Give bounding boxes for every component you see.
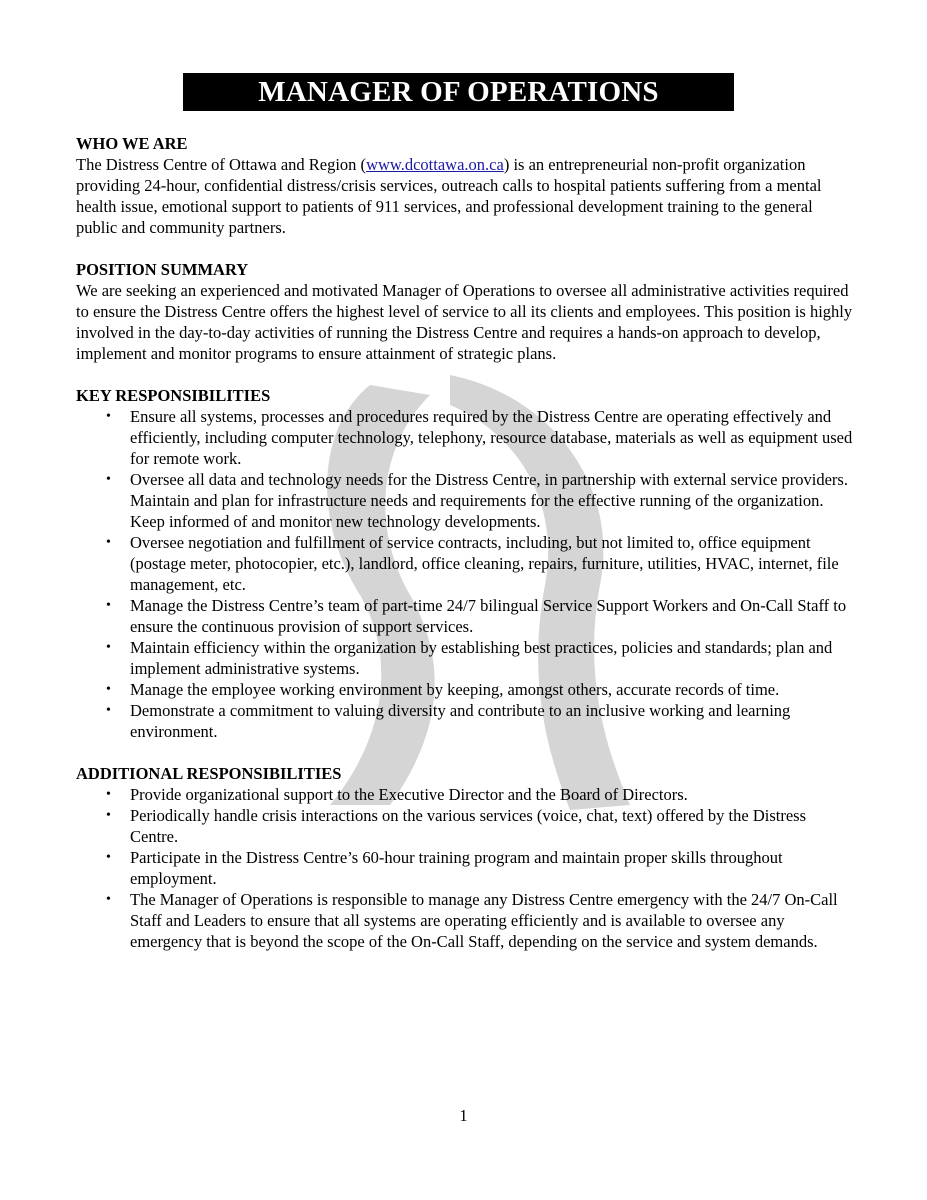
bullet-icon: •: [106, 892, 111, 907]
heading-position-summary: POSITION SUMMARY: [76, 260, 249, 279]
bullet-icon: •: [106, 808, 111, 823]
list-item-text: Maintain efficiency within the organization by establishing best practices, policies and standards; plan and implement administrative systems.: [130, 638, 833, 678]
section-position-summary: [76, 259, 856, 364]
bullet-icon: •: [106, 682, 111, 697]
section-who-we-are: [76, 133, 856, 238]
key-responsibilities-list: [76, 406, 856, 742]
list-item: [76, 700, 856, 742]
list-item: [76, 889, 856, 952]
list-item: [76, 805, 856, 847]
bullet-icon: •: [106, 409, 111, 424]
page-title: MANAGER OF OPERATIONS: [258, 76, 659, 108]
list-item-text: Manage the Distress Centre’s team of part-time 24/7 bilingual Service Support Workers and On-Call Staff to ensure the continuous provision of support services.: [130, 596, 847, 636]
bullet-icon: •: [106, 787, 111, 802]
list-item-text: Demonstrate a commitment to valuing diversity and contribute to an inclusive working and learning environment.: [130, 701, 791, 741]
list-item: [76, 679, 856, 700]
list-item-text: The Manager of Operations is responsible to manage any Distress Centre emergency with the 24/7 On-Call Staff and Leaders to ensure that all systems are operating efficiently and is available to oversee any emergency that is beyond the scope of the On-Call Staff, depending on the service and system demands.: [130, 890, 838, 951]
section-additional-responsibilities: [76, 763, 856, 952]
who-we-are-text-start: The Distress Centre of Ottawa and Region (: [76, 155, 367, 174]
title-banner: [183, 73, 734, 111]
list-item: [76, 847, 856, 889]
who-we-are-text: [76, 154, 856, 238]
heading-who-we-are: WHO WE ARE: [76, 134, 188, 153]
website-link[interactable]: www.dcottawa.on.ca: [366, 155, 504, 174]
list-item-text: Oversee negotiation and fulfillment of service contracts, including, but not limited to, office equipment (postage meter, photocopier, etc.), landlord, office cleaning, repairs, furniture, utilities, HVAC, internet, file management, etc.: [130, 533, 839, 594]
bullet-icon: •: [106, 535, 111, 550]
list-item: [76, 532, 856, 595]
bullet-icon: •: [106, 850, 111, 865]
who-we-are-text-end: ) is an entrepreneurial non-profit organization providing 24-hour, confidential distress/crisis services, outreach calls to hospital patients suffering from a mental health issue, emotional support to patients of 911 services, and professional development training to the general public and community partners.: [76, 155, 822, 237]
list-item: [76, 637, 856, 679]
document-body: [76, 133, 856, 973]
list-item: [76, 595, 856, 637]
bullet-icon: •: [106, 640, 111, 655]
bullet-icon: •: [106, 703, 111, 718]
list-item-text: Manage the employee working environment by keeping, amongst others, accurate records of time.: [130, 680, 780, 699]
position-summary-text: We are seeking an experienced and motivated Manager of Operations to oversee all administrative activities required to ensure the Distress Centre offers the highest level of service to all its clients and employees. This position is highly involved in the day-to-day activities of running the Distress Centre and requires a hands-on approach to develop, implement and monitor programs to ensure attainment of strategic plans.: [76, 281, 853, 363]
list-item: [76, 469, 856, 532]
additional-responsibilities-list: [76, 784, 856, 952]
bullet-icon: •: [106, 472, 111, 487]
list-item-text: Oversee all data and technology needs for the Distress Centre, in partnership with external service providers. Maintain and plan for infrastructure needs and requirements for the effective running of the organization. Keep informed of and monitor new technology developments.: [130, 470, 848, 531]
list-item-text: Participate in the Distress Centre’s 60-hour training program and maintain proper skills throughout employment.: [130, 848, 783, 888]
heading-additional-responsibilities: ADDITIONAL RESPONSIBILITIES: [76, 764, 342, 783]
bullet-icon: •: [106, 598, 111, 613]
list-item-text: Periodically handle crisis interactions on the various services (voice, chat, text) offered by the Distress Centre.: [130, 806, 806, 846]
page-number: 1: [459, 1106, 468, 1125]
list-item: [76, 784, 856, 805]
list-item-text: Provide organizational support to the Executive Director and the Board of Directors.: [130, 785, 688, 804]
list-item-text: Ensure all systems, processes and procedures required by the Distress Centre are operating effectively and efficiently, including computer technology, telephony, resource database, materials as well as equipment used for remote work.: [130, 407, 853, 468]
section-key-responsibilities: [76, 385, 856, 742]
list-item: [76, 406, 856, 469]
heading-key-responsibilities: KEY RESPONSIBILITIES: [76, 386, 271, 405]
